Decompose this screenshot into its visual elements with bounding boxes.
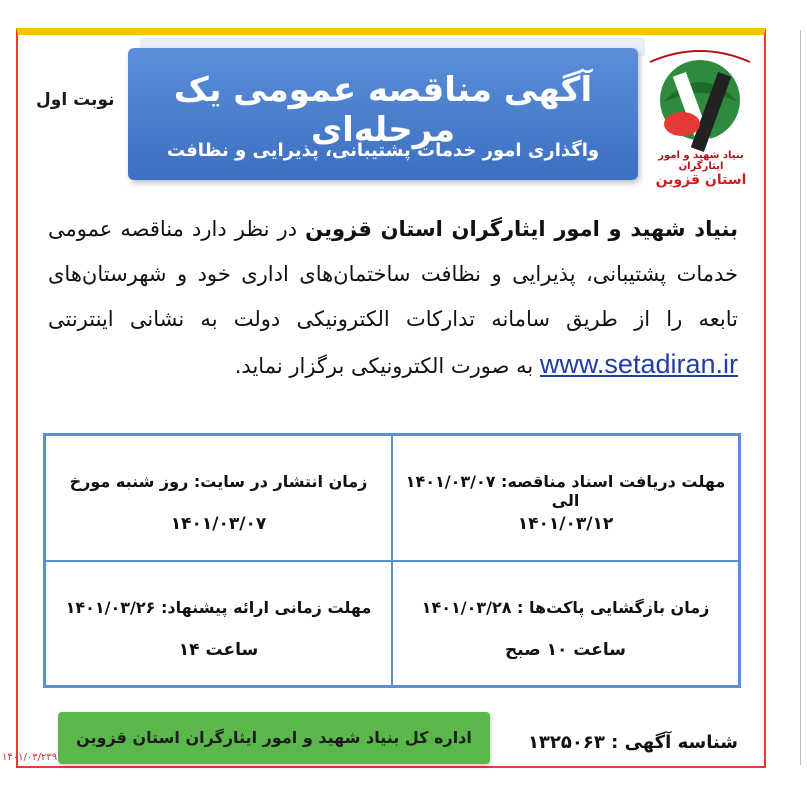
organization-name: بنیاد شهید و امور ایثارگران استان قزوین: [305, 217, 738, 241]
title-banner: [128, 48, 638, 180]
opening-time: ساعت ۱۰ صبح: [505, 639, 626, 660]
body-text-part2: به صورت الکترونیکی برگزار نماید.: [234, 354, 540, 378]
submit-time: ساعت ۱۴: [178, 639, 259, 660]
submit-cell: [45, 561, 392, 687]
body-text-part1: در نظر دارد مناقصه عمومی خدمات پشتیبانی، پذیرایی و نظافت ساختمان‌های اداری خود و شهرستان‌های تابعه را از طریق سامانه تدارکات الکترونیکی دولت به نشانی اینترنتی: [48, 217, 738, 331]
ad-identifier: شناسه آگهی : ۱۳۲۵۰۶۳: [527, 732, 738, 753]
page-edge: [800, 30, 801, 765]
docs-cell: [392, 435, 739, 561]
logo-province: استان قزوین: [655, 172, 747, 188]
round-label: نوبت اول: [36, 90, 115, 110]
opening-cell: [392, 561, 739, 687]
announcement-body: [48, 207, 738, 389]
page-title: آگهی مناقصه عمومی یک مرحله‌ای: [173, 70, 593, 150]
schedule-table: [43, 433, 741, 688]
page-subtitle: واگذاری امور خدمات پشتیبانی، پذیرایی و نظافت: [166, 140, 600, 161]
website-link[interactable]: www.setadiran.ir: [539, 349, 738, 379]
logo-org-name: بنیاد شهید و امور ایثارگران: [658, 150, 744, 172]
submit-label: مهلت زمانی ارائه پیشنهاد: ۱۴۰۱/۰۳/۲۶: [65, 597, 372, 617]
foundation-logo: [642, 42, 760, 192]
docs-label: مهلت دریافت اسناد مناقصه: ۱۴۰۱/۰۳/۰۷ الی: [405, 472, 726, 510]
side-number: ۱۴۰۱/۰۳/۲۳۹: [2, 752, 58, 763]
publish-date: ۱۴۰۱/۰۳/۰۷: [170, 514, 267, 534]
publish-label: زمان انتشار در سایت: روز شنبه مورخ: [69, 472, 368, 491]
docs-date: ۱۴۰۱/۰۳/۱۲: [517, 514, 614, 534]
opening-label: زمان بازگشایی پاکت‌ها : ۱۴۰۱/۰۳/۲۸: [421, 597, 710, 617]
issuer-banner: اداره کل بنیاد شهید و امور ایثارگران استان قزوین: [58, 712, 490, 764]
publish-cell: [45, 435, 392, 561]
